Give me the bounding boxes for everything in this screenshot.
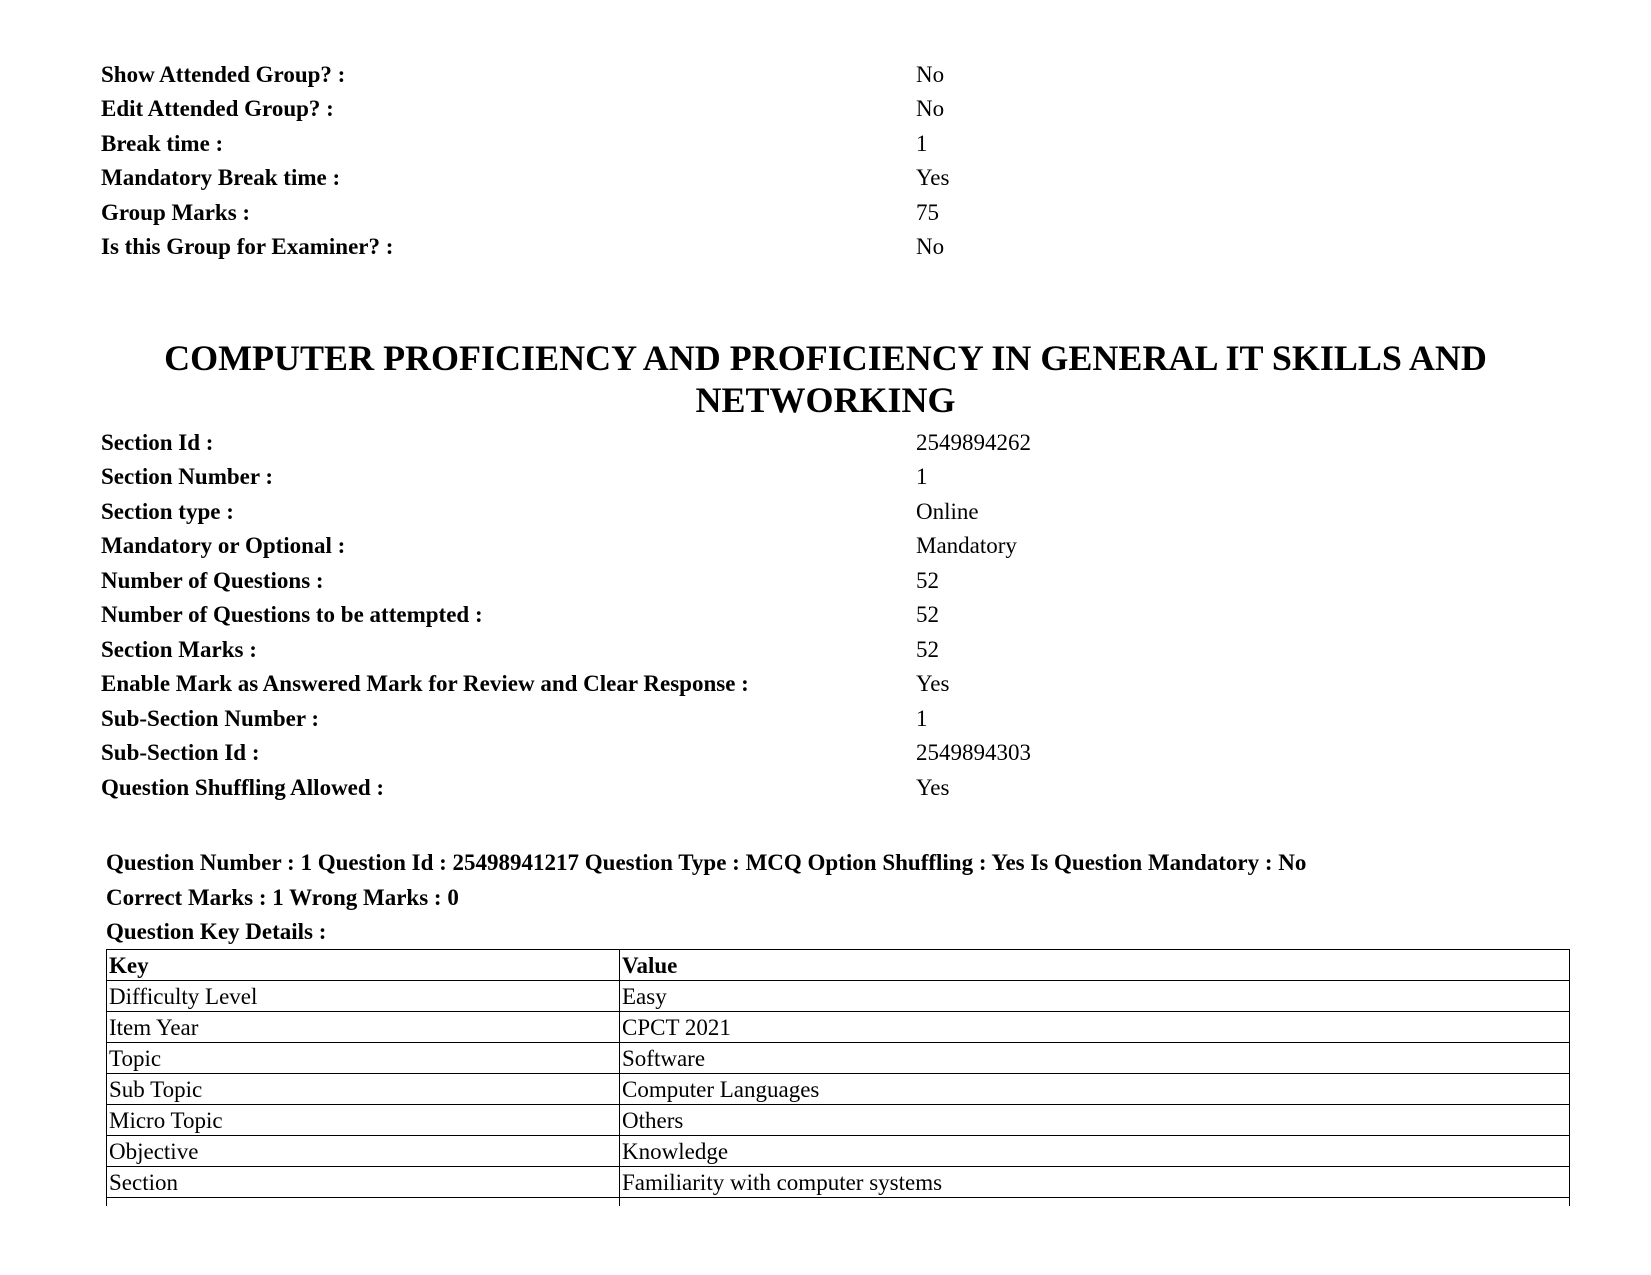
field-value: 1: [916, 130, 928, 156]
section-info-row: [101, 736, 1551, 771]
group-info-row: [101, 57, 1551, 92]
table-header-row: [107, 950, 1570, 981]
key-cell: Sub Topic: [107, 1074, 620, 1105]
field-value: 52: [916, 567, 939, 593]
field-value: Yes: [916, 774, 950, 800]
group-info-row: [101, 161, 1551, 196]
field-label: Section Id :: [101, 429, 214, 455]
question-key-details-heading: Question Key Details :: [106, 919, 327, 945]
table-row: [107, 1043, 1570, 1074]
value-cell: Others: [620, 1105, 1570, 1136]
field-value: Yes: [916, 165, 950, 191]
key-cell: Micro Topic: [107, 1105, 620, 1136]
table-row: [107, 1136, 1570, 1167]
section-title: [0, 337, 1651, 421]
field-label: Section type :: [101, 498, 234, 524]
table-row: [107, 981, 1570, 1012]
field-label: Is this Group for Examiner? :: [101, 234, 394, 260]
table-row: [107, 1105, 1570, 1136]
field-label: Sub-Section Id :: [101, 740, 260, 766]
field-value: No: [916, 96, 945, 122]
section-info-row: [101, 770, 1551, 805]
field-value: Online: [916, 498, 979, 524]
field-label: Number of Questions to be attempted :: [101, 602, 483, 628]
field-label: Break time :: [101, 130, 224, 156]
section-info-row: [101, 667, 1551, 702]
key-cell: Objective: [107, 1136, 620, 1167]
question-meta-line: Question Number : 1 Question Id : 25498941217 Question Type : MCQ Option Shuffling : Yes Is Question Mandatory : No: [106, 850, 1307, 876]
key-cell: [107, 1198, 620, 1207]
field-label: Mandatory Break time :: [101, 165, 341, 191]
group-info-row: [101, 195, 1551, 230]
value-cell: Computer Languages: [620, 1074, 1570, 1105]
value-cell: CPCT 2021: [620, 1012, 1570, 1043]
field-value: 52: [916, 602, 939, 628]
field-value: 75: [916, 199, 939, 225]
group-info-row: [101, 126, 1551, 161]
field-value: 52: [916, 636, 939, 662]
section-info-row: [101, 563, 1551, 598]
value-cell: Knowledge: [620, 1136, 1570, 1167]
field-label: Group Marks :: [101, 199, 251, 225]
field-label: Show Attended Group? :: [101, 61, 346, 87]
question-meta: [106, 846, 1606, 950]
group-info-list: [101, 57, 1551, 264]
key-cell: Item Year: [107, 1012, 620, 1043]
field-label: Section Marks :: [101, 636, 257, 662]
field-label: Enable Mark as Answered Mark for Review and Clear Response :: [101, 671, 749, 697]
value-cell: Familiarity with computer systems: [620, 1167, 1570, 1198]
field-value: 2549894303: [916, 740, 1031, 766]
table-row-cut-off: [107, 1198, 1570, 1207]
table-row: [107, 1167, 1570, 1198]
section-title-line: NETWORKING: [695, 380, 956, 420]
table-row: [107, 1012, 1570, 1043]
section-info-row: [101, 529, 1551, 564]
section-info-row: [101, 425, 1551, 460]
field-label: Edit Attended Group? :: [101, 96, 334, 122]
section-title-line: COMPUTER PROFICIENCY AND PROFICIENCY IN GENERAL IT SKILLS AND: [164, 338, 1487, 378]
section-info-row: [101, 460, 1551, 495]
field-label: Number of Questions :: [101, 567, 324, 593]
group-info-row: [101, 230, 1551, 265]
key-cell: Section: [107, 1167, 620, 1198]
group-info-row: [101, 92, 1551, 127]
table-row: [107, 1074, 1570, 1105]
field-label: Section Number :: [101, 464, 274, 490]
field-label: Question Shuffling Allowed :: [101, 774, 385, 800]
field-value: 2549894262: [916, 429, 1031, 455]
field-value: No: [916, 61, 945, 87]
section-info-row: [101, 701, 1551, 736]
key-cell: Topic: [107, 1043, 620, 1074]
value-cell: Easy: [620, 981, 1570, 1012]
field-label: Mandatory or Optional :: [101, 533, 346, 559]
question-key-table: [106, 949, 1570, 1206]
question-marks-line: Correct Marks : 1 Wrong Marks : 0: [106, 884, 459, 910]
field-value: Yes: [916, 671, 950, 697]
section-info-row: [101, 598, 1551, 633]
section-info-row: [101, 494, 1551, 529]
field-label: Sub-Section Number :: [101, 705, 320, 731]
field-value: No: [916, 234, 945, 260]
column-header-value: Value: [620, 950, 1570, 981]
value-cell: Software: [620, 1043, 1570, 1074]
column-header-key: Key: [107, 950, 620, 981]
field-value: 1: [916, 705, 928, 731]
value-cell: [620, 1198, 1570, 1207]
field-value: 1: [916, 464, 928, 490]
field-value: Mandatory: [916, 533, 1017, 559]
section-info-row: [101, 632, 1551, 667]
section-info-list: [101, 425, 1551, 805]
key-cell: Difficulty Level: [107, 981, 620, 1012]
